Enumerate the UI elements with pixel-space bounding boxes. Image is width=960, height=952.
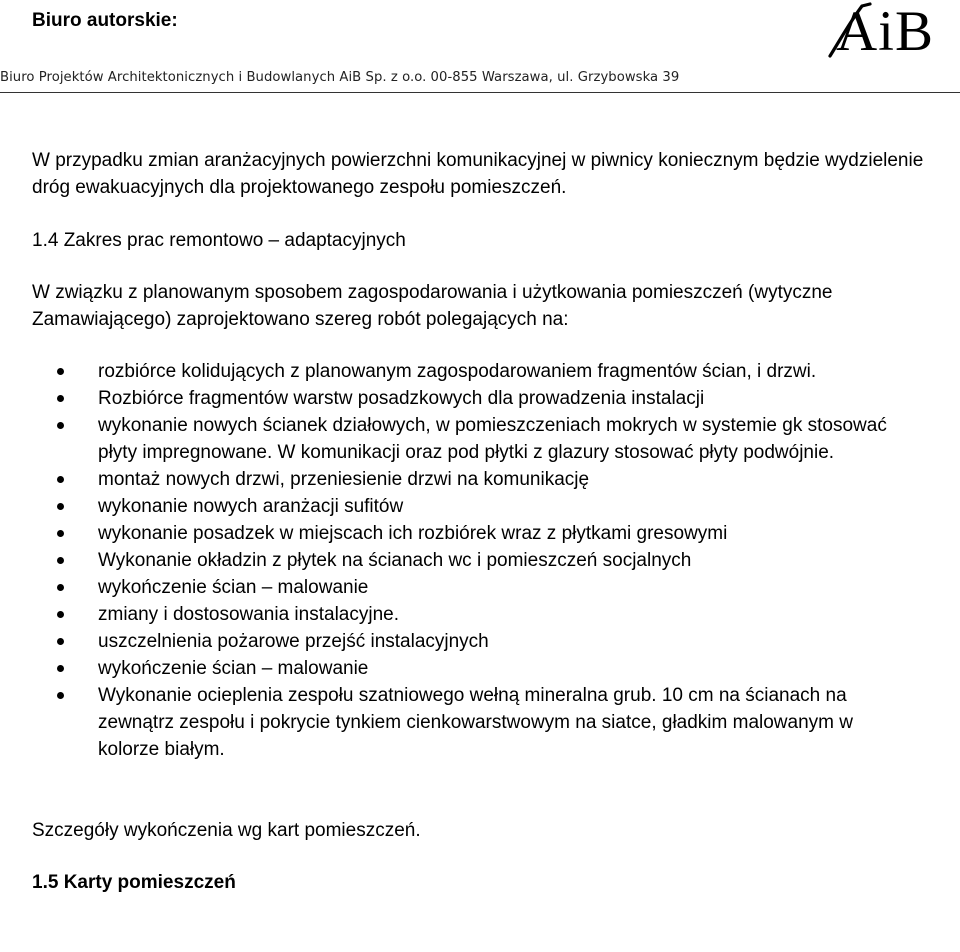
list-item bbox=[32, 601, 932, 628]
bullet-icon bbox=[57, 557, 64, 564]
list-item-text: wykonanie posadzek w miejscach ich rozbiórek wraz z płytkami gresowymi bbox=[98, 523, 728, 544]
bullet-icon bbox=[57, 611, 64, 618]
logo-text: AiB bbox=[836, 0, 935, 63]
closing-paragraph: Szczegóły wykończenia wg kart pomieszczeń. bbox=[32, 820, 421, 841]
bullet-icon bbox=[57, 395, 64, 402]
aib-logo bbox=[826, 0, 960, 62]
header-divider bbox=[0, 92, 960, 93]
list-item bbox=[32, 493, 932, 520]
company-address-line: Biuro Projektów Architektonicznych i Budowlanych AiB Sp. z o.o. 00-855 Warszawa, ul. Grzybowska 39 bbox=[0, 70, 680, 85]
list-item bbox=[32, 385, 932, 412]
spacer bbox=[32, 254, 932, 279]
list-item bbox=[32, 682, 932, 763]
bullet-icon bbox=[57, 422, 64, 429]
list-item bbox=[32, 520, 932, 547]
list-item-text: rozbiórce kolidujących z planowanym zagospodarowaniem fragmentów ścian, i drzwi. bbox=[98, 361, 817, 382]
list-item-text: uszczelnienia pożarowe przejść instalacyjnych bbox=[98, 631, 489, 652]
list-item bbox=[32, 574, 932, 601]
bullet-icon bbox=[57, 665, 64, 672]
bullet-icon bbox=[57, 476, 64, 483]
bullet-icon bbox=[57, 584, 64, 591]
spacer bbox=[32, 763, 932, 817]
spacer bbox=[32, 333, 932, 358]
list-item-text: Wykonanie ocieplenia zespołu szatniowego wełną mineralna grub. 10 cm na ścianach na zewnątrz zespołu i pokrycie tynkiem cienkowarstwowym na siatce, gładkim malowanym w kolorze białym. bbox=[98, 685, 853, 760]
spacer bbox=[32, 201, 932, 227]
bullet-icon bbox=[57, 638, 64, 645]
list-item bbox=[32, 628, 932, 655]
bullet-icon bbox=[57, 368, 64, 375]
list-item bbox=[32, 358, 932, 385]
list-item-text: wykonanie nowych ścianek działowych, w pomieszczeniach mokrych w systemie gk stosować płyty impregnowane. W komunikacji oraz pod płytki z glazury stosować płyty podwójnie. bbox=[98, 415, 887, 463]
bullet-icon bbox=[57, 503, 64, 510]
list-item-text: wykończenie ścian – malowanie bbox=[98, 577, 369, 598]
list-item-text: wykończenie ścian – malowanie bbox=[98, 658, 369, 679]
list-item-text: Rozbiórce fragmentów warstw posadzkowych dla prowadzenia instalacji bbox=[98, 388, 705, 409]
list-item-text: Wykonanie okładzin z płytek na ścianach wc i pomieszczeń socjalnych bbox=[98, 550, 692, 571]
list-item-text: zmiany i dostosowania instalacyjne. bbox=[98, 604, 399, 625]
bullet-icon bbox=[57, 692, 64, 699]
list-item bbox=[32, 412, 932, 466]
list-item bbox=[32, 547, 932, 574]
list-item-text: montaż nowych drzwi, przeniesienie drzwi na komunikację bbox=[98, 469, 590, 490]
section-heading-1-4: 1.4 Zakres prac remontowo – adaptacyjnych bbox=[32, 230, 406, 251]
list-item bbox=[32, 466, 932, 493]
document-body bbox=[32, 147, 932, 896]
section-heading-1-5: 1.5 Karty pomieszczeń bbox=[32, 872, 236, 893]
section-intro-paragraph: W związku z planowanym sposobem zagospodarowania i użytkowania pomieszczeń (wytyczne Zamawiającego) zaprojektowano szereg robót polegających na: bbox=[32, 282, 833, 330]
header-title: Biuro autorskie: bbox=[32, 10, 178, 31]
list-item-text: wykonanie nowych aranżacji sufitów bbox=[98, 496, 404, 517]
bullet-icon bbox=[57, 530, 64, 537]
works-list bbox=[32, 358, 932, 763]
document-header bbox=[0, 0, 960, 100]
list-item bbox=[32, 655, 932, 682]
intro-paragraph: W przypadku zmian aranżacyjnych powierzchni komunikacyjnej w piwnicy koniecznym będzie wydzielenie dróg ewakuacyjnych dla projektowanego zespołu pomieszczeń. bbox=[32, 150, 924, 198]
spacer bbox=[32, 844, 932, 869]
